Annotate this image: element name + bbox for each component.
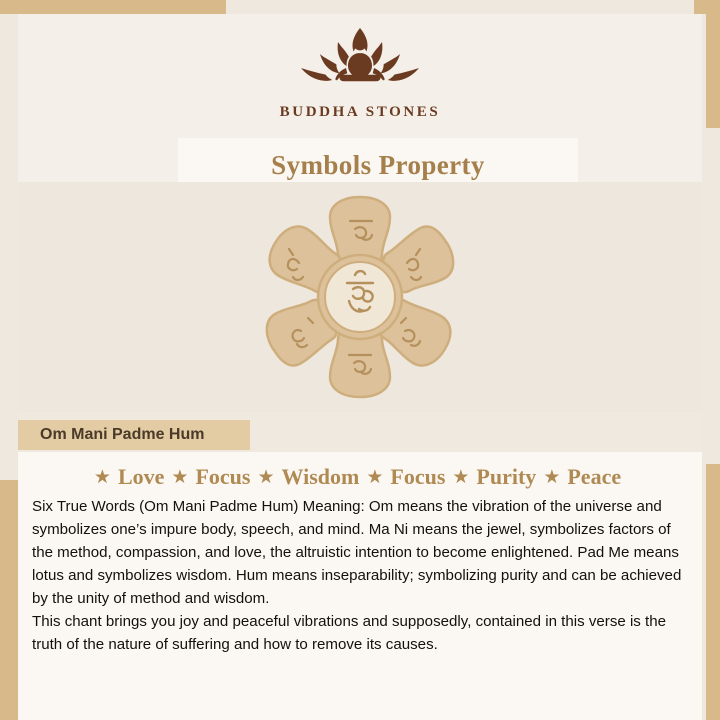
frame-corner-top-left	[0, 0, 226, 14]
description-paragraph-2: This chant brings you joy and peaceful vibrations and supposedly, contained in this verse is the truth of the nature of suffering and how to remove its causes.	[32, 612, 667, 653]
mantra-label-tab	[18, 420, 250, 450]
brand-logo	[18, 28, 702, 121]
star-icon: ★	[171, 466, 189, 488]
om-mani-padme-hum-mandala-icon	[235, 191, 485, 403]
star-icon: ★	[452, 466, 470, 488]
page-title: Symbols Property	[271, 149, 485, 180]
frame-corner-bottom-right	[706, 464, 720, 720]
keyword-item-5: Peace	[567, 464, 622, 489]
keyword-item-1: Focus	[195, 464, 251, 489]
keyword-item-3: Focus	[390, 464, 446, 489]
keyword-item-0: Love	[117, 464, 165, 489]
description-text	[18, 494, 702, 657]
mantra-label: Om Mani Padme Hum	[40, 426, 205, 443]
frame-corner-bottom-left	[0, 480, 18, 720]
keyword-list	[18, 452, 702, 494]
star-icon: ★	[366, 466, 384, 488]
brand-name: BUDDHA STONES	[279, 104, 441, 120]
star-icon: ★	[93, 466, 111, 488]
keyword-item-2: Wisdom	[281, 464, 360, 489]
keyword-item-4: Purity	[476, 464, 537, 489]
mandala-illustration-area	[18, 182, 702, 412]
star-icon: ★	[257, 466, 275, 488]
description-paragraph-1: Six True Words (Om Mani Padme Hum) Meaning: Om means the vibration of the universe and symbolizes one’s impure body, speech, and mind. Ma Ni means the jewel, symbolizes factors of the method, compassion, and love, the altruistic intention to become enlightened. Pad Me means lotus and symbolizes wisdom. Hum means inseparability; symbolizing purity and can be achieved by the unity of method and wisdom.	[32, 498, 682, 607]
frame-corner-top-right-vertical	[706, 0, 720, 128]
description-card	[18, 452, 702, 720]
star-icon: ★	[543, 466, 561, 488]
lotus-meditation-figure-icon	[284, 28, 436, 100]
